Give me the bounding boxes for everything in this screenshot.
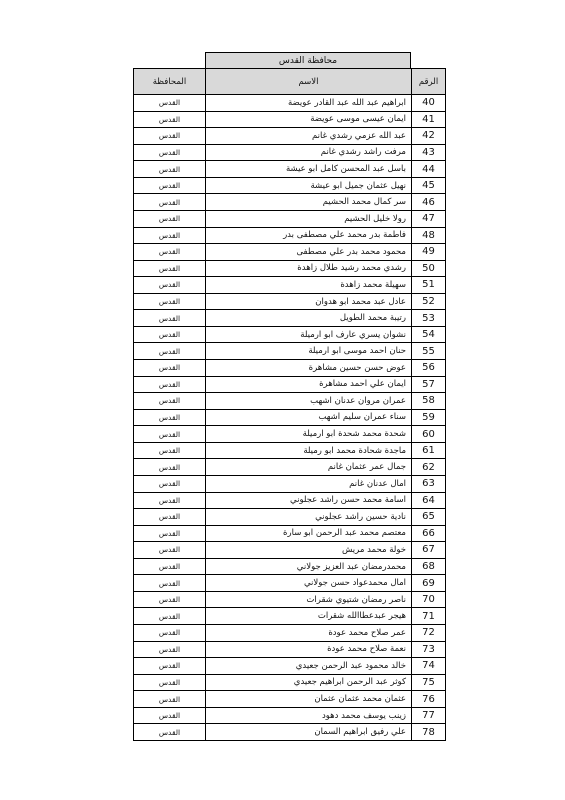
table-row (134, 509, 446, 526)
table-row (134, 575, 446, 592)
row-name: ايمان علي احمد مشاهرة (206, 376, 412, 393)
row-name: سهيلة محمد زاهدة (206, 277, 412, 294)
row-name: شحدة محمد شحدة ابو ارميلة (206, 426, 412, 443)
row-number: 55 (412, 343, 446, 360)
table-row (134, 95, 446, 112)
row-governorate: القدس (134, 409, 206, 426)
header-number: الرقم (412, 69, 446, 95)
row-number: 54 (412, 326, 446, 343)
row-governorate: القدس (134, 326, 206, 343)
table-row (134, 674, 446, 691)
table-row (134, 144, 446, 161)
row-number: 71 (412, 608, 446, 625)
header-name: الاسم (206, 69, 412, 95)
row-name: محمود محمد بدر علي مصطفى (206, 244, 412, 261)
row-number: 44 (412, 161, 446, 178)
row-name: عبد الله عزمي رشدي غانم (206, 128, 412, 145)
row-governorate: القدس (134, 525, 206, 542)
row-number: 67 (412, 542, 446, 559)
row-governorate: القدس (134, 542, 206, 559)
table-header-row (134, 69, 446, 95)
table-row (134, 608, 446, 625)
row-governorate: القدس (134, 277, 206, 294)
row-name: نشوان يسري عارف ابو ارميلة (206, 326, 412, 343)
row-name: زينب يوسف محمد دهود (206, 707, 412, 724)
table-row (134, 310, 446, 327)
row-governorate: القدس (134, 128, 206, 145)
table-row (134, 227, 446, 244)
row-name: خولة محمد مريش (206, 542, 412, 559)
table-row (134, 459, 446, 476)
row-governorate: القدس (134, 658, 206, 675)
row-name: اسامة محمد حسن راشد عجلوني (206, 492, 412, 509)
table-row (134, 591, 446, 608)
row-name: رشدي محمد رشيد طلال زاهدة (206, 260, 412, 277)
row-name: نادية حسين راشد عجلوني (206, 509, 412, 526)
row-number: 72 (412, 625, 446, 642)
row-number: 64 (412, 492, 446, 509)
table-row (134, 177, 446, 194)
row-name: علي رفيق ابراهيم السمان (206, 724, 412, 741)
row-number: 45 (412, 177, 446, 194)
table-row (134, 475, 446, 492)
row-name: عمر صلاح محمد عودة (206, 625, 412, 642)
row-number: 65 (412, 509, 446, 526)
row-number: 58 (412, 393, 446, 410)
row-number: 43 (412, 144, 446, 161)
row-governorate: القدس (134, 227, 206, 244)
row-governorate: القدس (134, 575, 206, 592)
row-name: ناصر رمضان شتيوي شقرات (206, 591, 412, 608)
row-governorate: القدس (134, 360, 206, 377)
row-number: 40 (412, 95, 446, 112)
row-governorate: القدس (134, 111, 206, 128)
table-row (134, 343, 446, 360)
row-governorate: القدس (134, 509, 206, 526)
table-row (134, 558, 446, 575)
row-name: رولا خليل الحشيم (206, 210, 412, 227)
row-governorate: القدس (134, 608, 206, 625)
row-governorate: القدس (134, 492, 206, 509)
row-number: 78 (412, 724, 446, 741)
row-governorate: القدس (134, 177, 206, 194)
row-number: 42 (412, 128, 446, 145)
row-number: 62 (412, 459, 446, 476)
table-row (134, 707, 446, 724)
table-row (134, 625, 446, 642)
table-row (134, 210, 446, 227)
row-name: ايمان عيسى موسى عويضة (206, 111, 412, 128)
row-name: عوض حسن حسين مشاهرة (206, 360, 412, 377)
table-row (134, 442, 446, 459)
row-governorate: القدس (134, 724, 206, 741)
row-governorate: القدس (134, 558, 206, 575)
table-row (134, 409, 446, 426)
row-governorate: القدس (134, 161, 206, 178)
row-number: 69 (412, 575, 446, 592)
row-name: مرفت راشد رشدي غانم (206, 144, 412, 161)
row-number: 57 (412, 376, 446, 393)
row-number: 56 (412, 360, 446, 377)
row-governorate: القدس (134, 244, 206, 261)
row-governorate: القدس (134, 442, 206, 459)
row-name: عمران مروان عدنان اشهب (206, 393, 412, 410)
row-governorate: القدس (134, 293, 206, 310)
table-row (134, 525, 446, 542)
table-row (134, 277, 446, 294)
row-number: 77 (412, 707, 446, 724)
row-name: رتيبة محمد الطويل (206, 310, 412, 327)
row-governorate: القدس (134, 426, 206, 443)
row-name: خالد محمود عبد الرحمن جعيدي (206, 658, 412, 675)
table-row (134, 244, 446, 261)
row-name: امال محمدعواد حسن جولاني (206, 575, 412, 592)
row-governorate: القدس (134, 343, 206, 360)
table-row (134, 426, 446, 443)
governorate-title: محافظة القدس (205, 52, 411, 68)
row-name: ماجدة شحادة محمد ابو رميلة (206, 442, 412, 459)
row-governorate: القدس (134, 260, 206, 277)
row-number: 60 (412, 426, 446, 443)
row-name: معتصم محمد عبد الرحمن ابو سارة (206, 525, 412, 542)
row-name: نهيل عثمان جميل ابو عيشة (206, 177, 412, 194)
row-number: 75 (412, 674, 446, 691)
row-name: امال عدنان غانم (206, 475, 412, 492)
row-governorate: القدس (134, 459, 206, 476)
row-number: 47 (412, 210, 446, 227)
row-number: 66 (412, 525, 446, 542)
row-name: ابراهيم عبد الله عبد القادر عويضة (206, 95, 412, 112)
table-row (134, 128, 446, 145)
row-governorate: القدس (134, 691, 206, 708)
row-governorate: القدس (134, 144, 206, 161)
row-name: كوثر عبد الرحمن ابراهيم جعيدي (206, 674, 412, 691)
row-number: 63 (412, 475, 446, 492)
row-name: نعمة صلاح محمد عودة (206, 641, 412, 658)
row-number: 46 (412, 194, 446, 211)
row-name: عثمان محمد عثمان عثمان (206, 691, 412, 708)
table-row (134, 260, 446, 277)
row-number: 74 (412, 658, 446, 675)
row-name: جمال عمر عثمان غانم (206, 459, 412, 476)
row-governorate: القدس (134, 625, 206, 642)
row-name: سر كمال محمد الحشيم (206, 194, 412, 211)
table-row (134, 111, 446, 128)
row-governorate: القدس (134, 475, 206, 492)
row-governorate: القدس (134, 674, 206, 691)
row-governorate: القدس (134, 210, 206, 227)
row-governorate: القدس (134, 95, 206, 112)
row-governorate: القدس (134, 194, 206, 211)
table-row (134, 293, 446, 310)
row-number: 41 (412, 111, 446, 128)
table-row (134, 658, 446, 675)
row-governorate: القدس (134, 641, 206, 658)
row-number: 68 (412, 558, 446, 575)
table-row (134, 326, 446, 343)
row-number: 76 (412, 691, 446, 708)
row-number: 53 (412, 310, 446, 327)
row-governorate: القدس (134, 707, 206, 724)
names-table (133, 68, 446, 741)
row-name: حنان احمد موسى ابو ارميلة (206, 343, 412, 360)
table-body (134, 95, 446, 741)
row-name: سناء عمران سليم اشهب (206, 409, 412, 426)
table-row (134, 542, 446, 559)
table-row (134, 393, 446, 410)
table-row (134, 194, 446, 211)
row-name: هيجر عبدعطاالله شقرات (206, 608, 412, 625)
row-name: فاطمة بدر محمد علي مصطفى بدر (206, 227, 412, 244)
row-name: عادل عبد محمد ابو هدوان (206, 293, 412, 310)
row-number: 59 (412, 409, 446, 426)
table-row (134, 691, 446, 708)
row-number: 52 (412, 293, 446, 310)
table-row (134, 724, 446, 741)
row-governorate: القدس (134, 376, 206, 393)
row-number: 50 (412, 260, 446, 277)
row-name: محمدرمضان عبد العزيز جولاني (206, 558, 412, 575)
table-row (134, 360, 446, 377)
row-number: 51 (412, 277, 446, 294)
row-number: 61 (412, 442, 446, 459)
table-row (134, 161, 446, 178)
table-row (134, 376, 446, 393)
row-number: 73 (412, 641, 446, 658)
row-governorate: القدس (134, 310, 206, 327)
row-governorate: القدس (134, 591, 206, 608)
table-row (134, 492, 446, 509)
header-governorate: المحافظة (134, 69, 206, 95)
row-number: 48 (412, 227, 446, 244)
row-name: باسل عبد المحسن كامل ابو عيشة (206, 161, 412, 178)
row-number: 49 (412, 244, 446, 261)
row-number: 70 (412, 591, 446, 608)
table-row (134, 641, 446, 658)
row-governorate: القدس (134, 393, 206, 410)
